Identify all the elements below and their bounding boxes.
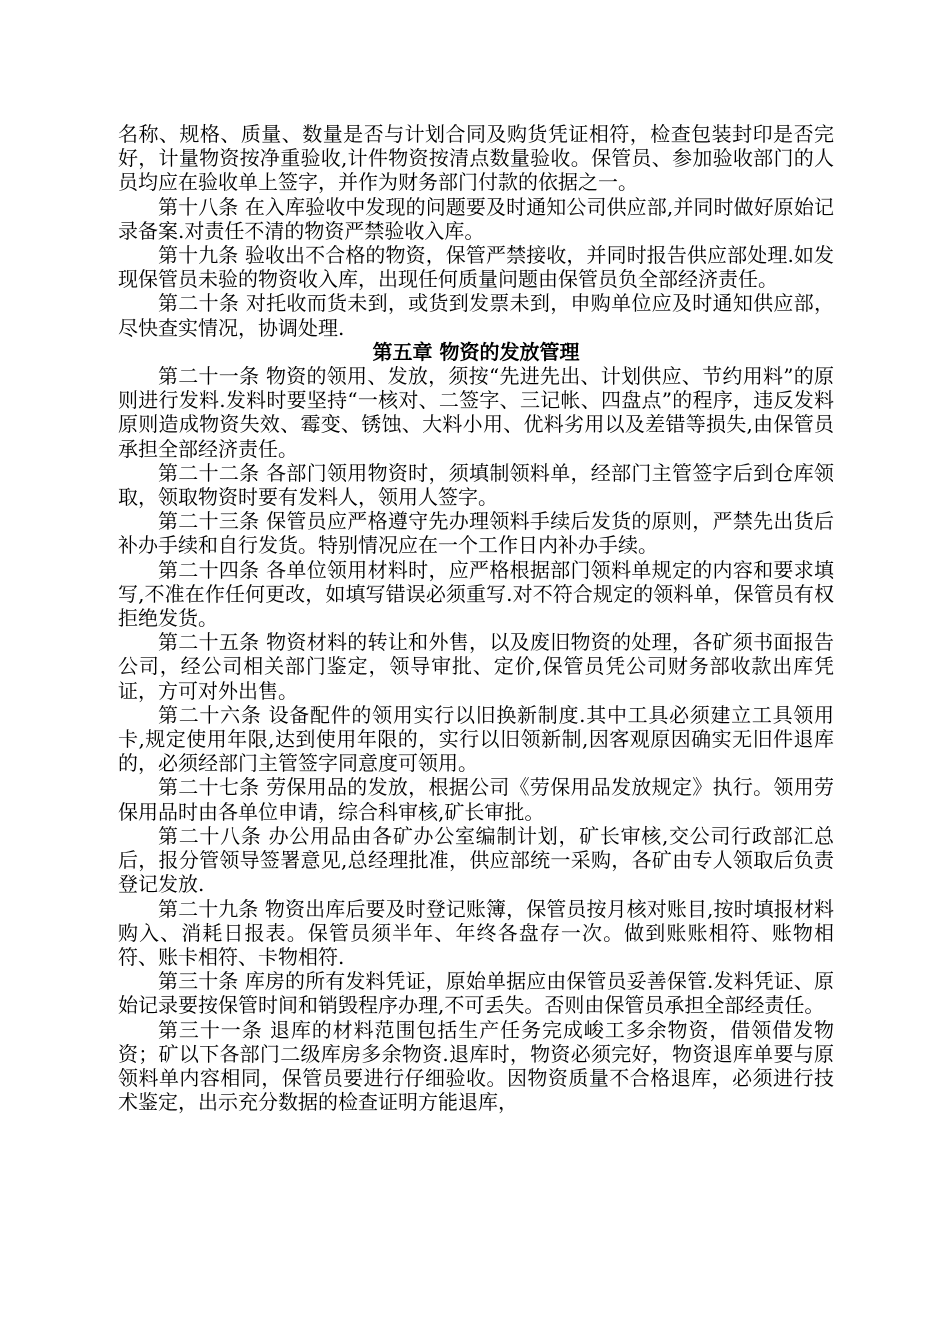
document-body [118, 122, 834, 1114]
paragraph-article-29: 第二十九条 物资出库后要及时登记账簿，保管员按月核对账目,按时填报材料购入、消耗日报表。保管员须半年、年终各盘存一次。做到账账相符、账物相符、账卡相符、卡物相符. [118, 896, 834, 969]
paragraph-article-21: 第二十一条 物资的领用、发放，须按“先进先出、计划供应、节约用料”的原则进行发料.发料时要坚持“一核对、二签字、三记帐、四盘点”的程序，违反发料原则造成物资失效、霉变、锈蚀、大料小用、优料劣用以及差错等损失,由保管员承担全部经济责任。 [118, 364, 834, 461]
paragraph-article-20: 第二十条 对托收而货未到，或货到发票未到，申购单位应及时通知供应部，尽快查实情况，协调处理. [118, 291, 834, 340]
paragraph-article-28: 第二十八条 办公用品由各矿办公室编制计划，矿长审核,交公司行政部汇总后，报分管领导签署意见,总经理批准，供应部统一采购，各矿由专人领取后负责登记发放. [118, 823, 834, 897]
paragraph-article-24: 第二十四条 各单位领用材料时，应严格根据部门领料单规定的内容和要求填写,不准在作任何更改，如填写错误必须重写.对不符合规定的领料单，保管员有权拒绝发货。 [118, 557, 834, 631]
paragraph-article-26: 第二十六条 设备配件的领用实行以旧换新制度.其中工具必须建立工具领用卡,规定使用年限,达到使用年限的，实行以旧领新制,因客观原因确实无旧件退库的，必须经部门主管签字同意度可领用。 [118, 702, 834, 776]
paragraph-article-18: 第十八条 在入库验收中发现的问题要及时通知公司供应部,并同时做好原始记录备案.对责任不清的物资严禁验收入库。 [118, 194, 834, 243]
chapter-heading: 第五章 物资的发放管理 [372, 339, 580, 364]
paragraph-article-25: 第二十五条 物资材料的转让和外售，以及废旧物资的处理，各矿须书面报告公司，经公司相关部门鉴定，领导审批、定价,保管员凭公司财务部收款出库凭证，方可对外出售。 [118, 630, 834, 703]
paragraph-article-31: 第三十一条 退库的材料范围包括生产任务完成峻工多余物资，借领借发物资；矿以下各部门二级库房多余物资.退库时，物资必须完好，物资退库单要与原领料单内容相同，保管员要进行仔细验收。因物资质量不合格退库，必须进行技术鉴定，出示充分数据的检查证明方能退库， [118, 1017, 834, 1115]
paragraph-article-22: 第二十二条 各部门领用物资时，须填制领料单，经部门主管签字后到仓库领取，领取物资时要有发料人，领用人签字。 [118, 460, 834, 510]
paragraph-article-27: 第二十七条 劳保用品的发放，根据公司《劳保用品发放规定》执行。领用劳保用品时由各单位申请，综合科审核,矿长审批。 [118, 775, 834, 824]
paragraph-article-19: 第十九条 验收出不合格的物资，保管严禁接收，并同时报告供应部处理.如发现保管员未验的物资收入库，出现任何质量问题由保管员负全部经济责任。 [118, 243, 834, 292]
paragraph-article-30: 第三十条 库房的所有发料凭证，原始单据应由保管员妥善保管.发料凭证、原始记录要按保管时间和销毁程序办理,不可丢失。否则由保管员承担全部经责任。 [118, 969, 834, 1018]
paragraph-article-23: 第二十三条 保管员应严格遵守先办理领料手续后发货的原则，严禁先出货后补办手续和自行发货。特别情况应在一个工作日内补办手续。 [118, 509, 834, 558]
paragraph-continuation: 名称、规格、质量、数量是否与计划合同及购货凭证相符，检查包装封印是否完好，计量物资按净重验收,计件物资按清点数量验收。保管员、参加验收部门的人员均应在验收单上签字，并作为财务部门付款的依据之一。 [118, 122, 834, 195]
